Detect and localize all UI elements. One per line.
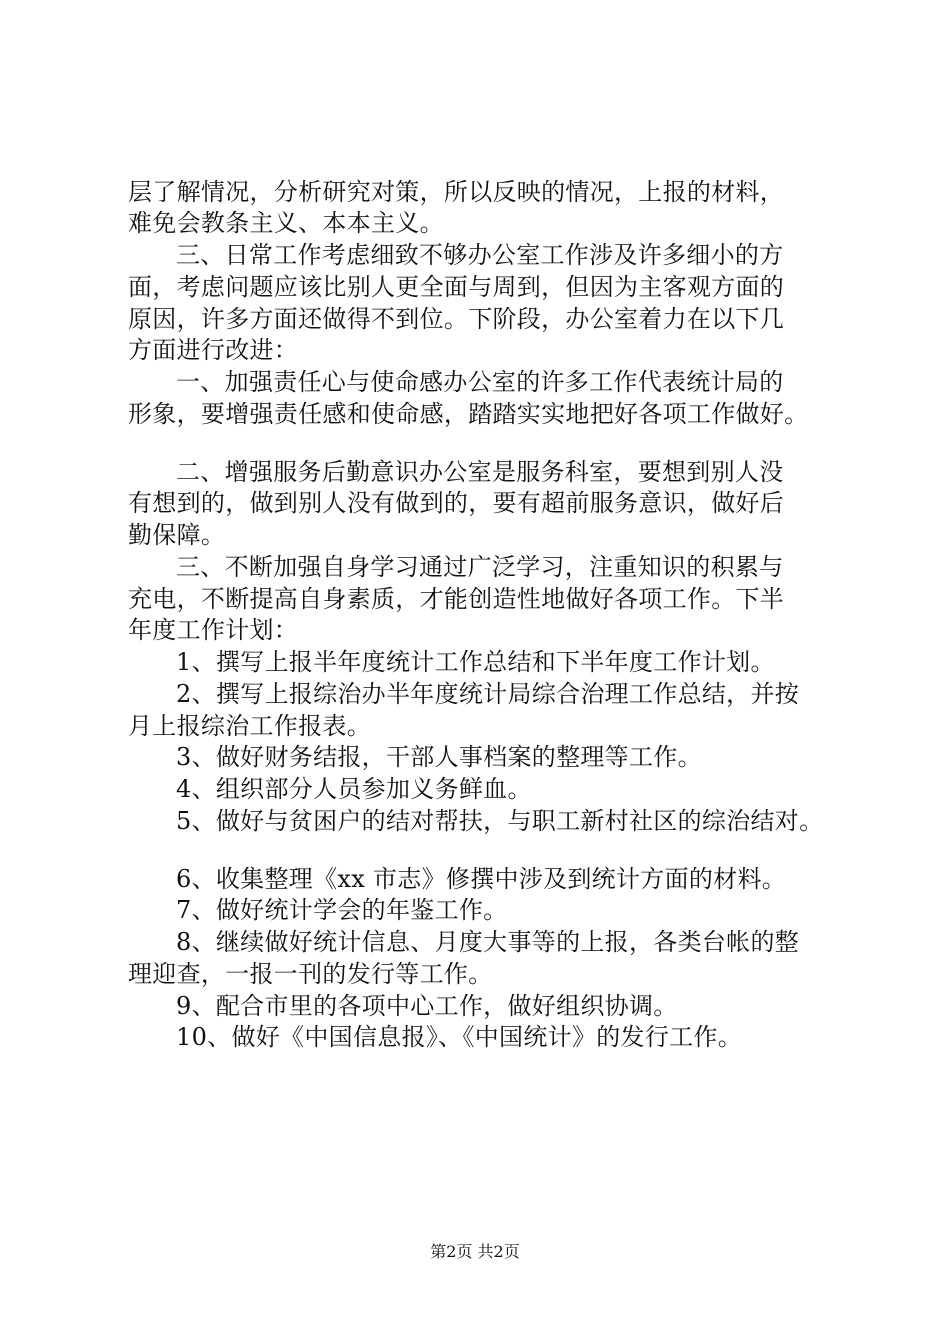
text-line: 6、收集整理《xx 市志》修撰中涉及到统计方面的材料。	[176, 865, 787, 893]
text-line: 层了解情况，分析研究对策，所以反映的情况，上报的材料，	[128, 178, 785, 206]
text-line: 面，考虑问题应该比别人更全面与周到，但因为主客观方面的	[128, 273, 785, 301]
text-line: 1、撰写上报半年度统计工作总结和下半年度工作计划。	[176, 648, 775, 676]
text-line: 3、做好财务结报，干部人事档案的整理等工作。	[176, 743, 702, 771]
text-line: 三、日常工作考虑细致不够办公室工作涉及许多细小的方	[176, 241, 784, 269]
page-footer-label: 第2页 共2页	[430, 1242, 520, 1261]
text-line: 勤保障。	[128, 521, 226, 549]
text-line: 三、不断加强自身学习通过广泛学习，注重知识的积累与	[176, 553, 784, 581]
text-line: 充电，不断提高自身素质，才能创造性地做好各项工作。下半	[128, 585, 785, 613]
text-line: 月上报综治工作报表。	[128, 712, 371, 740]
text-line: 9、配合市里的各项中心工作，做好组织协调。	[176, 992, 678, 1020]
text-line: 4、组织部分人员参加义务鲜血。	[176, 775, 532, 803]
text-line: 年度工作计划：	[128, 616, 299, 644]
text-line: 2、撰写上报综治办半年度统计局综合治理工作总结，并按	[176, 680, 800, 708]
text-line: 二、增强服务后勤意识办公室是服务科室，要想到别人没	[176, 458, 784, 486]
text-line: 7、做好统计学会的年鉴工作。	[176, 896, 508, 924]
text-line: 形象，要增强责任感和使命感，踏踏实实地把好各项工作做好。	[128, 400, 809, 428]
text-line: 8、继续做好统计信息、月度大事等的上报，各类台帐的整	[176, 928, 800, 956]
text-line: 理迎查，一报一刊的发行等工作。	[128, 960, 493, 988]
text-line: 有想到的，做到别人没有做到的，要有超前服务意识，做好后	[128, 489, 785, 517]
text-line: 难免会教条主义、本本主义。	[128, 209, 444, 237]
text-line: 10、做好《中国信息报》、《中国统计》的发行工作。	[176, 1023, 743, 1051]
text-line: 一、加强责任心与使命感办公室的许多工作代表统计局的	[176, 368, 784, 396]
text-line: 原因，许多方面还做得不到位。下阶段，办公室着力在以下几	[128, 305, 785, 333]
text-line: 方面进行改进：	[128, 336, 299, 364]
text-line: 5、做好与贫困户的结对帮扶，与职工新村社区的综治结对。	[176, 807, 824, 835]
